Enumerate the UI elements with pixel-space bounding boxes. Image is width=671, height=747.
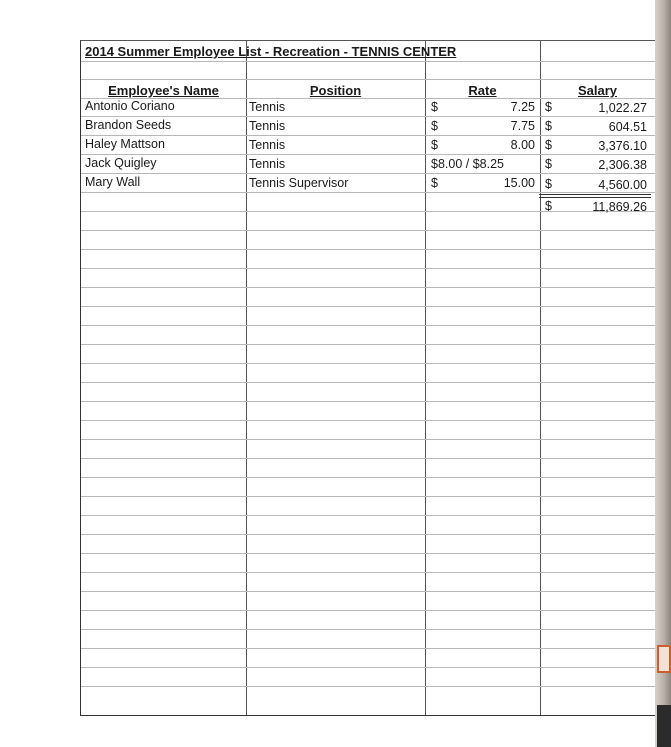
ruled-line xyxy=(81,363,661,364)
ruled-line xyxy=(81,325,661,326)
total-currency: $ xyxy=(545,199,552,213)
ruled-line xyxy=(81,116,661,117)
ruled-line xyxy=(81,268,661,269)
ruled-line xyxy=(81,420,661,421)
header-salary: Salary xyxy=(577,83,618,98)
employee-salary: 3,376.10 xyxy=(598,139,647,153)
ruled-line xyxy=(81,154,661,155)
ruled-line xyxy=(81,610,661,611)
ruled-line xyxy=(81,629,661,630)
rate-currency: $ xyxy=(431,119,438,133)
ruled-line xyxy=(81,173,661,174)
employee-position: Tennis Supervisor xyxy=(249,176,349,190)
salary-currency: $ xyxy=(545,138,552,152)
employee-salary: 604.51 xyxy=(608,120,647,134)
employee-rate: $8.00 / $8.25 xyxy=(431,157,504,171)
ruled-line xyxy=(81,439,661,440)
ruled-line xyxy=(81,344,661,345)
photo-edge-dark-mark xyxy=(657,705,671,747)
ruled-line xyxy=(81,79,661,80)
rate-currency: $ xyxy=(431,176,438,190)
ruled-line xyxy=(81,553,661,554)
employee-name: Antonio Coriano xyxy=(85,99,175,113)
sheet-title: 2014 Summer Employee List - Recreation - TENNIS CENTER xyxy=(85,44,457,59)
employee-position: Tennis xyxy=(249,138,286,152)
photo-edge-orange-mark xyxy=(657,645,671,673)
header-position: Position xyxy=(309,83,362,98)
employee-name: Brandon Seeds xyxy=(85,118,172,132)
salary-currency: $ xyxy=(545,177,552,191)
column-divider xyxy=(540,41,541,715)
rate-currency: $ xyxy=(431,138,438,152)
employee-salary: 4,560.00 xyxy=(598,178,647,192)
ruled-line xyxy=(81,648,661,649)
ruled-line xyxy=(81,477,661,478)
ruled-line xyxy=(81,496,661,497)
ruled-line xyxy=(81,401,661,402)
rate-currency: $ xyxy=(431,100,438,114)
photo-edge-background xyxy=(655,0,671,747)
employee-salary: 1,022.27 xyxy=(598,101,647,115)
ruled-line xyxy=(81,61,661,62)
employee-rate: 7.75 xyxy=(510,119,535,133)
ruled-line xyxy=(81,230,661,231)
ruled-line xyxy=(81,534,661,535)
employee-position: Tennis xyxy=(249,100,286,114)
total-salary: 11,869.26 xyxy=(592,200,647,214)
salary-currency: $ xyxy=(545,157,552,171)
employee-rate: 15.00 xyxy=(503,176,535,190)
salary-currency: $ xyxy=(545,119,552,133)
ruled-line xyxy=(81,458,661,459)
header-rate: Rate xyxy=(468,83,497,98)
ruled-line xyxy=(81,667,661,668)
employee-name: Haley Mattson xyxy=(85,137,165,151)
column-divider xyxy=(246,41,247,715)
employee-name: Mary Wall xyxy=(85,175,141,189)
ruled-line xyxy=(81,249,661,250)
ruled-line xyxy=(81,686,661,687)
header-employee-name: Employee's Name xyxy=(108,83,219,98)
employee-salary: 2,306.38 xyxy=(598,158,647,172)
total-double-underline xyxy=(539,194,651,198)
employee-sheet xyxy=(80,40,661,716)
ruled-line xyxy=(81,591,661,592)
ruled-line xyxy=(81,306,661,307)
ruled-line xyxy=(81,382,661,383)
ruled-line xyxy=(81,515,661,516)
employee-name: Jack Quigley xyxy=(85,156,157,170)
employee-rate: 8.00 xyxy=(510,138,535,152)
ruled-line xyxy=(81,572,661,573)
employee-rate: 7.25 xyxy=(510,100,535,114)
column-divider xyxy=(425,41,426,715)
ruled-line xyxy=(81,287,661,288)
employee-position: Tennis xyxy=(249,119,286,133)
salary-currency: $ xyxy=(545,100,552,114)
employee-position: Tennis xyxy=(249,157,286,171)
ruled-line xyxy=(81,135,661,136)
